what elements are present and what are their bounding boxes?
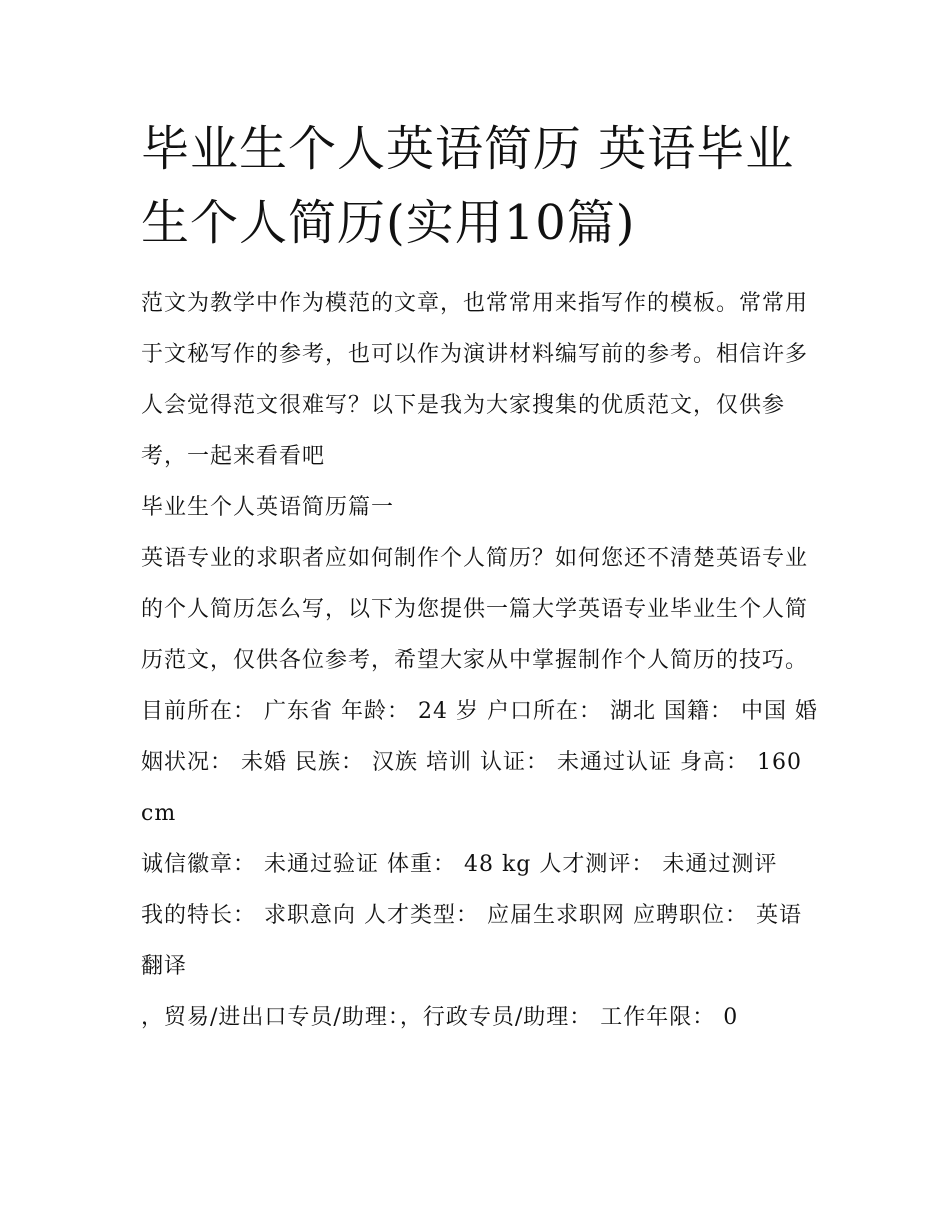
profile-badge-line: 诚信徽章： 未通过验证 体重： 48 kg 人才测评： 未通过测评: [141, 852, 778, 877]
profile-specialty-line: 我的特长： 求职意向 人才类型： 应届生求职网 应聘职位： 英语翻译: [141, 903, 802, 979]
document-page: [141, 112, 821, 1043]
section-paragraph: 英语专业的求职者应如何制作个人简历？如何您还不清楚英语专业的个人简历怎么写，以下为您提供一篇大学英语专业毕业生个人简历范文，仅供各位参考，希望大家从中掌握制作个人简历的技巧。: [141, 546, 809, 673]
profile-info-paragraph: 目前所在： 广东省 年龄： 24 岁 户口所在： 湖北 国籍： 中国 婚姻状况： 未婚 民族： 汉族 培训 认证： 未通过认证 身高： 160 cm: [141, 699, 818, 826]
intro-paragraph: 范文为教学中作为模范的文章，也常常用来指写作的模板。常常用于文秘写作的参考，也可以作为演讲材料编写前的参考。相信许多人会觉得范文很难写？以下是我为大家搜集的优质范文，仅供参考，一起来看看吧: [141, 291, 809, 469]
section-heading: 毕业生个人英语简历篇一: [141, 495, 395, 520]
profile-positions-line: ，贸易/进出口专员/助理：，行政专员/助理： 工作年限： 0: [141, 1005, 739, 1030]
document-title: 毕业生个人英语简历 英语毕业生个人简历(实用10篇): [141, 121, 795, 251]
